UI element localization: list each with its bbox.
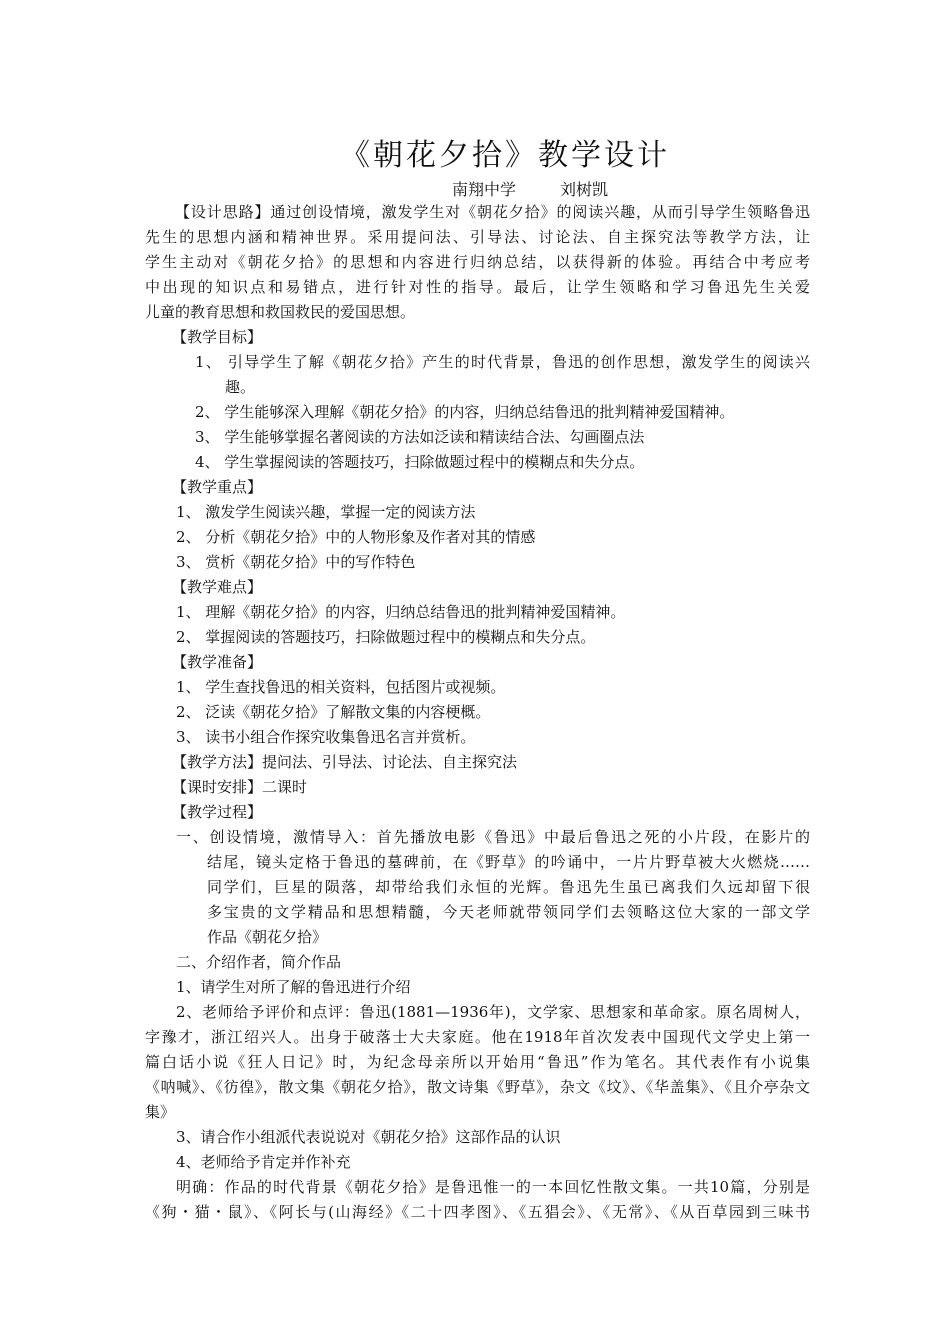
intro-line: 【设计思路】通过创设情境，激发学生对《朝花夕拾》的阅读兴趣，从而引导学生领略鲁迅 [175, 203, 810, 221]
focus-item: 3、 赏析《朝花夕拾》中的写作特色 [176, 553, 416, 571]
step-one: 1、请学生对所了解的鲁迅进行介绍 [176, 978, 411, 996]
goal-item: 1、 引导学生了解《朝花夕拾》产生的时代背景，鲁迅的创作思想，激发学生的阅读兴 [195, 353, 810, 371]
prep-item: 3、 读书小组合作探究收集鲁迅名言并赏析。 [176, 728, 476, 746]
clarify-line: 明确：作品的时代背景《朝花夕拾》是鲁迅惟一的一本回忆性散文集。一共10篇，分别是 [176, 1178, 810, 1196]
focus-item: 2、 分析《朝花夕拾》中的人物形象及作者对其的情感 [176, 528, 536, 546]
intro-line: 学生主动对《朝花夕拾》的思想和内容进行归纳总结，以获得新的体验。再结合中考应考 [145, 253, 810, 271]
method-line: 【教学方法】提问法、引导法、讨论法、自主探究法 [172, 753, 518, 771]
difficulty-item: 1、 理解《朝花夕拾》的内容，归纳总结鲁迅的批判精神爱国精神。 [176, 603, 626, 621]
goal-item: 3、 学生能够掌握名著阅读的方法如泛读和精读结合法、勾画圈点法 [195, 428, 645, 446]
process-one-line: 作品《朝花夕拾》 [207, 928, 328, 946]
step-two-line: 2、老师给予评价和点评：鲁迅(1881—1936年)，文学家、思想家和革命家。原名周树人， [176, 1003, 810, 1021]
goals-heading: 【教学目标】 [172, 328, 263, 346]
difficulty-heading: 【教学难点】 [172, 578, 263, 596]
goal-item: 2、 学生能够深入理解《朝花夕拾》的内容，归纳总结鲁迅的批判精神爱国精神。 [195, 403, 735, 421]
process-heading: 【教学过程】 [172, 803, 263, 821]
goal-item-continued: 趣。 [225, 378, 256, 396]
process-one-line: 一、创设情境，激情导入：首先播放电影《鲁迅》中最后鲁迅之死的小片段，在影片的 [176, 828, 810, 846]
intro-line: 中出现的知识点和易错点，进行针对性的指导。最后，让学生领略和学习鲁迅先生关爱 [145, 278, 810, 296]
prep-item: 1、 学生查找鲁迅的相关资料，包括图片或视频。 [176, 678, 506, 696]
prep-heading: 【教学准备】 [172, 653, 263, 671]
clarify-line: 《狗・猫・鼠》、《阿长与(山海经》《二十四孝图》、《五猖会》、《无常》、《从百草园到三味书 [145, 1203, 810, 1221]
process-one-line: 同学们，巨星的陨落，却带给我们永恒的光辉。鲁迅先生虽已离我们久远却留下很 [207, 878, 810, 896]
difficulty-item: 2、 掌握阅读的答题技巧，扫除做题过程中的模糊点和失分点。 [176, 628, 596, 646]
byline [0, 177, 950, 200]
process-two: 二、介绍作者，简介作品 [176, 953, 342, 971]
process-one-line: 多宝贵的文学精品和思想精髓，今天老师就带领同学们去领略这位大家的一部文学 [207, 903, 810, 921]
step-four: 4、老师给予肯定并作补充 [176, 1153, 351, 1171]
focus-item: 1、 激发学生阅读兴趣，掌握一定的阅读方法 [176, 503, 476, 521]
step-three: 3、请合作小组派代表说说对《朝花夕拾》这部作品的认识 [176, 1128, 561, 1146]
schedule-line: 【课时安排】二课时 [172, 778, 308, 796]
intro-line: 儿童的教育思想和救国救民的爱国思想。 [145, 303, 416, 321]
school-name: 南翔中学 [451, 180, 516, 199]
process-one-line: 结尾，镜头定格于鲁迅的墓碑前，在《野草》的吟诵中，一片片野草被大火燃烧…… [207, 853, 810, 871]
step-two-line: 字豫才，浙江绍兴人。出身于破落士大夫家庭。他在1918年首次发表中国现代文学史上第一 [145, 1028, 810, 1046]
prep-item: 2、 泛读《朝花夕拾》了解散文集的内容梗概。 [176, 703, 491, 721]
step-two-line: 篇白话小说《狂人日记》时，为纪念母亲所以开始用“鲁迅”作为笔名。其代表作有小说集 [145, 1053, 810, 1071]
step-two-line: 《呐喊》、《彷徨》，散文集《朝花夕拾》，散文诗集《野草》，杂文《坟》、《华盖集》、《且介亭杂文 [145, 1078, 810, 1096]
document-title: 《朝花夕拾》教学设计 [340, 138, 670, 173]
goal-item: 4、 学生掌握阅读的答题技巧，扫除做题过程中的模糊点和失分点。 [195, 453, 645, 471]
intro-line: 先生的思想内涵和精神世界。采用提问法、引导法、讨论法、自主探究法等教学方法，让 [145, 228, 810, 246]
step-two-line: 集》 [145, 1103, 176, 1121]
focus-heading: 【教学重点】 [172, 478, 263, 496]
author-name: 刘树凯 [560, 180, 609, 199]
